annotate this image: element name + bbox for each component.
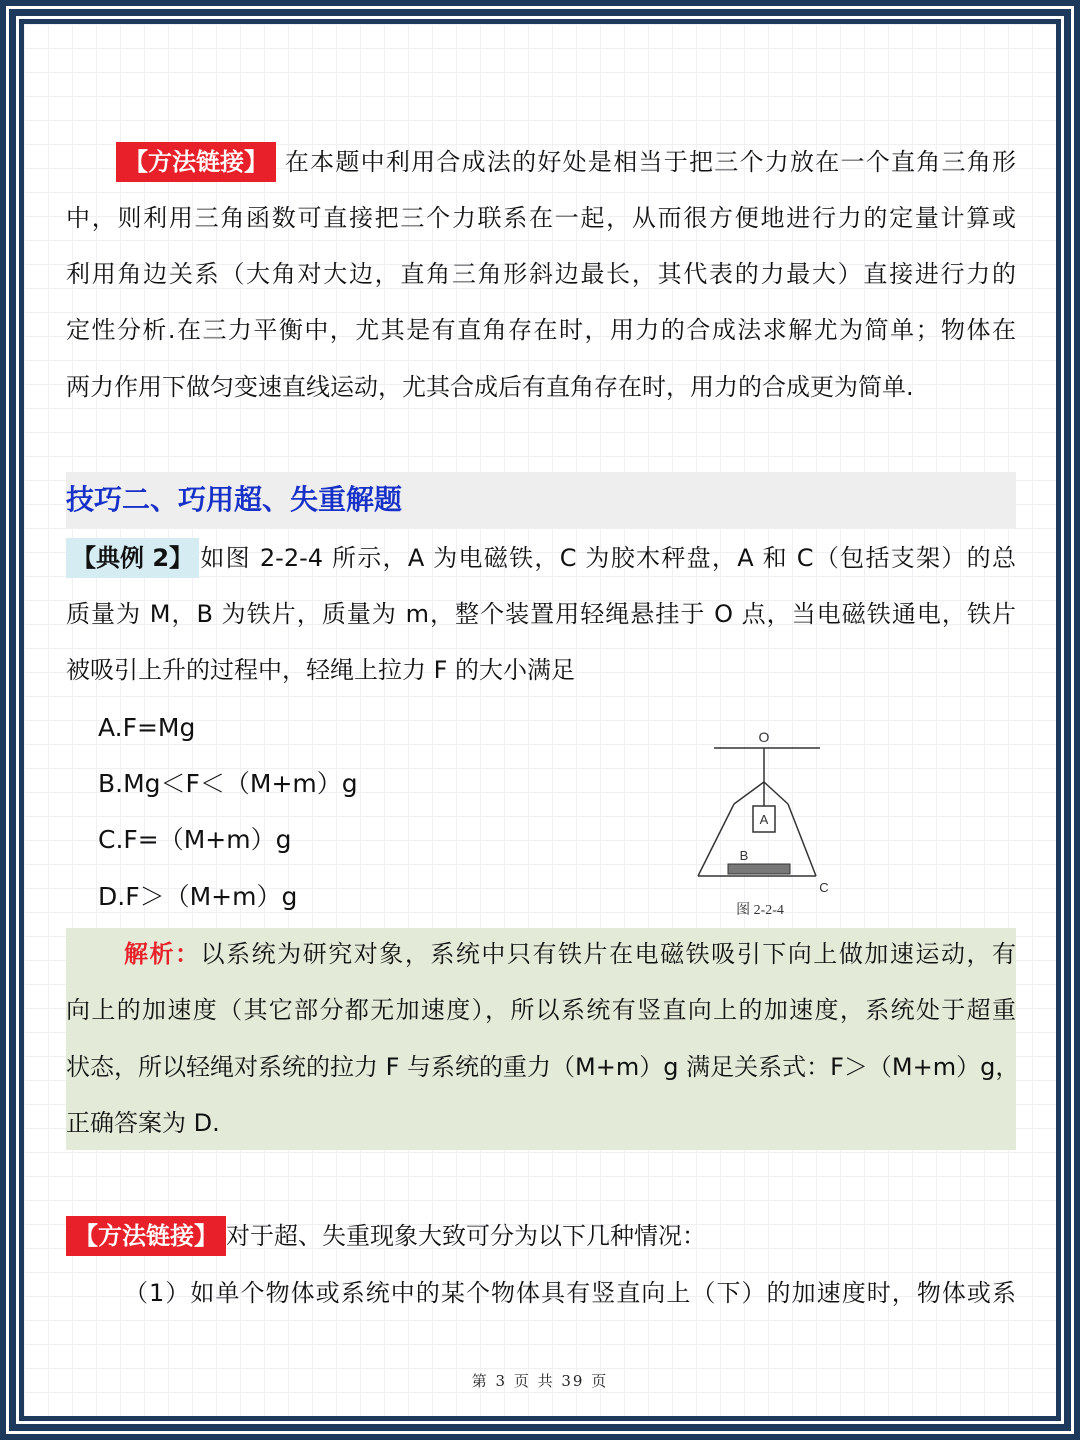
answer-line-2: 向上的加速度（其它部分都无加速度），所以系统有竖直向上的加速度，系统处于超重 (66, 996, 1016, 1024)
answer-line-3: 状态，所以轻绳对系统的拉力 F 与系统的重力（M+m）g 满足关系式：F＞（M+m）g， (66, 1053, 1020, 1081)
answer-line-4: 正确答案为 D. (66, 1109, 220, 1137)
figure-label-o: O (758, 729, 770, 745)
figure-label-b: B (739, 848, 749, 863)
option-a: A.F=Mg (98, 713, 196, 742)
figure-label-a: A (759, 812, 769, 827)
example-line-2: 质量为 M，B 为铁片，质量为 m，整个装置用轻绳悬挂于 O 点，当电磁铁通电，铁片 (66, 600, 1016, 628)
answer-text-1: 以系统为研究对象，系统中只有铁片在电磁铁吸引下向上做加速运动，有 (200, 940, 1017, 968)
method-link-1-line-3: 利用角边关系（大角对大边，直角三角形斜边最长，其代表的力最大）直接进行力的 (66, 260, 1016, 288)
method-link-2-line-1 (66, 1216, 1016, 1256)
method-link-1-tag: 【方法链接】 (116, 142, 276, 182)
method-link-1-line-2: 中，则利用三角函数可直接把三个力联系在一起，从而很方便地进行力的定量计算或 (66, 204, 1016, 232)
method-link-1-line-1 (116, 142, 1016, 182)
example-tag: 【典例 2】 (66, 538, 199, 578)
method-link-1-text-1: 在本题中利用合成法的好处是相当于把三个力放在一个直角三角形 (284, 148, 1016, 176)
figure-iron-b (728, 864, 790, 874)
figure-label-c: C (819, 880, 829, 895)
figure-frame-right (788, 804, 816, 876)
option-b: B.Mg＜F＜（M+m）g (98, 769, 358, 798)
method-link-2-tag: 【方法链接】 (66, 1216, 226, 1256)
example-text-1: 如图 2-2-4 所示，A 为电磁铁，C 为胶木秤盘，A 和 C（包括支架）的总 (199, 544, 1016, 572)
page-number-footer: 第 3 页 共 39 页 (471, 1372, 609, 1390)
document-page (24, 24, 1056, 1416)
section-title: 技巧二、巧用超、失重解题 (66, 483, 403, 516)
example-line-3: 被吸引上升的过程中，轻绳上拉力 F 的大小满足 (66, 656, 576, 684)
example-line-1 (66, 538, 1016, 578)
option-c: C.F=（M+m）g (98, 825, 292, 854)
method-link-1-line-5: 两力作用下做匀变速直线运动，尤其合成后有直角存在时，用力的合成更为简单. (66, 373, 914, 401)
answer-line-1 (124, 938, 1016, 970)
figure-hanger-right (764, 782, 788, 804)
method-link-2-line-2: （1）如单个物体或系统中的某个物体具有竖直向上（下）的加速度时，物体或系 (124, 1279, 1016, 1307)
option-d: D.F＞（M+m）g (98, 882, 298, 911)
method-link-1-line-4: 定性分析.在三力平衡中，尤其是有直角存在时，用力的合成法求解尤为简单；物体在 (66, 316, 1016, 344)
figure-caption: 图 2-2-4 (736, 903, 784, 918)
method-link-2-text-1: 对于超、失重现象大致可分为以下几种情况： (226, 1222, 706, 1250)
answer-head: 解析： (124, 940, 201, 968)
section-heading-bar (66, 472, 1016, 528)
figure-2-2-4 (692, 724, 832, 924)
figure-hanger-left (734, 782, 764, 804)
